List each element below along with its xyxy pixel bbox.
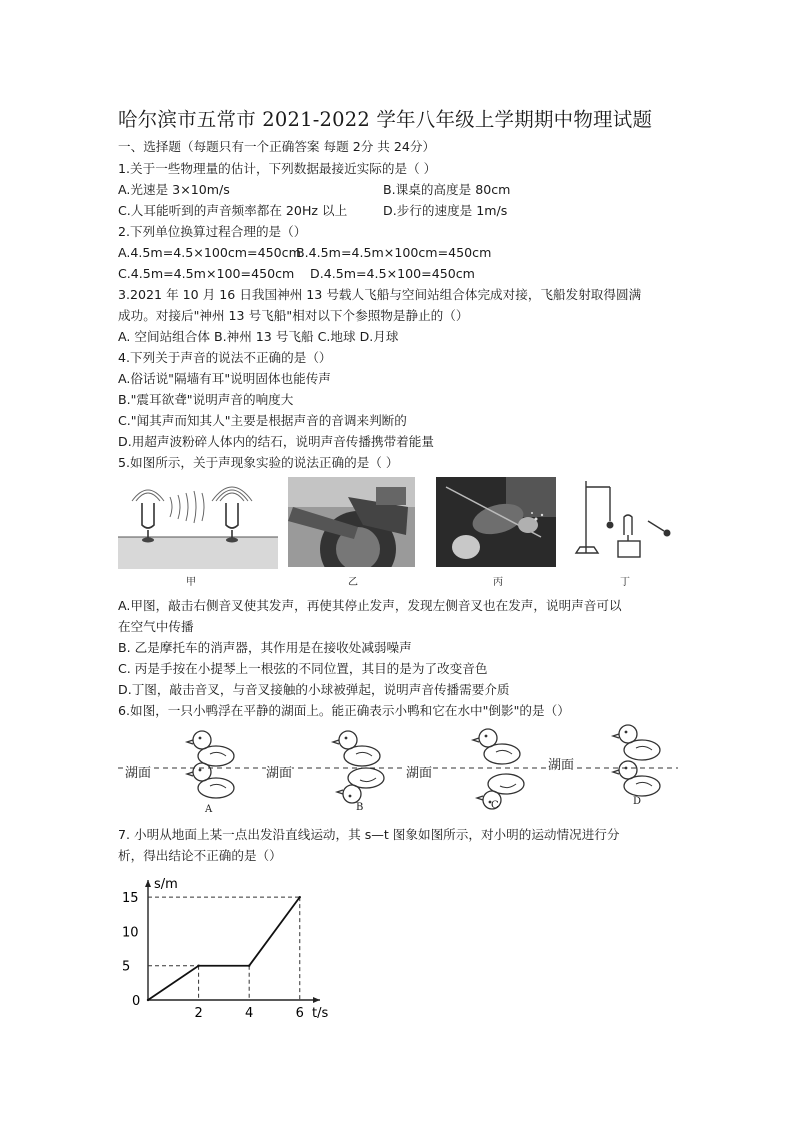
duck-option-b: B bbox=[356, 802, 364, 813]
y-tick-label-0: 5 bbox=[122, 959, 131, 975]
st-point-0 bbox=[147, 999, 149, 1001]
figure-label-yi: 乙 bbox=[348, 577, 358, 588]
x-tick-label-1: 2 bbox=[194, 1006, 203, 1021]
duck-option-d: D bbox=[633, 796, 642, 807]
duck-option-a: A bbox=[205, 804, 213, 815]
st-graph bbox=[118, 876, 328, 1022]
question-2-stem: 2.下列单位换算过程合理的是（） bbox=[118, 224, 307, 239]
lake-label-c: 湖面 bbox=[406, 762, 432, 781]
q1-option-a: A.光速是 3×10m/s bbox=[118, 182, 230, 197]
q5-option-a-line2: 在空气中传播 bbox=[118, 619, 194, 634]
question-6-stem: 6.如图，一只小鸭浮在平静的湖面上。能正确表示小鸭和它在水中"倒影"的是（） bbox=[118, 703, 570, 718]
figure-label-ding: 丁 bbox=[620, 577, 630, 588]
st-graph-svg bbox=[118, 876, 328, 1022]
q4-option-a: A.俗话说"隔墙有耳"说明固体也能传声 bbox=[118, 371, 331, 386]
figure-bing-violin-photo bbox=[436, 477, 556, 567]
figure-jia-tuning-forks bbox=[118, 477, 278, 569]
q2-option-d: D.4.5m=4.5×100=450cm bbox=[310, 266, 475, 281]
figure-label-jia: 甲 bbox=[186, 577, 196, 588]
q4-option-c: C."闻其声而知其人"主要是根据声音的音调来判断的 bbox=[118, 413, 407, 428]
y-axis-arrow bbox=[145, 880, 151, 887]
duck-d-bottom bbox=[613, 761, 660, 796]
duck-d-top bbox=[613, 725, 660, 760]
st-point-3 bbox=[299, 896, 301, 898]
question-3-stem-line2: 成功。对接后"神州 13 号飞船"相对以下个参照物是静止的（） bbox=[118, 308, 469, 323]
st-point-2 bbox=[248, 965, 250, 967]
x-tick-label-3: 6 bbox=[295, 1006, 304, 1021]
origin-label: 0 bbox=[132, 994, 141, 1009]
st-point-1 bbox=[197, 965, 199, 967]
lake-label-d: 湖面 bbox=[548, 754, 574, 773]
q5-option-c: C. 丙是手按在小提琴上一根弦的不同位置，其目的是为了改变音色 bbox=[118, 661, 488, 676]
section-heading: 一、选择题（每题只有一个正确答案 每题 2分 共 24分） bbox=[118, 139, 436, 154]
x-axis-arrow bbox=[313, 997, 320, 1003]
q1-option-c: C.人耳能听到的声音频率都在 20Hz 以上 bbox=[118, 203, 348, 218]
duck-c-bottom bbox=[477, 774, 524, 809]
q2-option-a: A.4.5m=4.5×100cm=450cm bbox=[118, 245, 301, 260]
st-series-line bbox=[148, 897, 300, 1000]
question-3-stem-line1: 3.2021 年 10 月 16 日我国神州 13 号载人飞船与空间站组合体完成对接，飞船发射取得圆满 bbox=[118, 287, 642, 302]
q5-option-d: D.丁图，敲击音叉，与音叉接触的小球被弹起，说明声音传播需要介质 bbox=[118, 682, 510, 697]
duck-b-top bbox=[333, 731, 380, 766]
figure-yi-motorcycle-photo bbox=[288, 477, 415, 567]
figure-label-bing: 丙 bbox=[493, 577, 503, 588]
q2-option-c: C.4.5m=4.5m×100=450cm bbox=[118, 266, 295, 281]
duck-option-c: C bbox=[491, 800, 499, 811]
page-title: 哈尔滨市五常市 2021-2022 学年八年级上学期期中物理试题 bbox=[118, 108, 653, 131]
q5-option-b: B. 乙是摩托车的消声器，其作用是在接收处减弱噪声 bbox=[118, 640, 412, 655]
question-7-stem-line2: 析，得出结论不正确的是（） bbox=[118, 848, 282, 863]
q4-option-d: D.用超声波粉碎人体内的结石，说明声音传播携带着能量 bbox=[118, 434, 434, 449]
question-7-stem-line1: 7. 小明从地面上某一点出发沿直线运动，其 s—t 图象如图所示，对小明的运动情况进行分 bbox=[118, 827, 620, 842]
lake-label-a: 湖面 bbox=[125, 762, 151, 781]
y-tick-label-2: 15 bbox=[122, 891, 139, 907]
q4-option-b: B."震耳欲聋"说明声音的响度大 bbox=[118, 392, 294, 407]
question-3-options: A. 空间站组合体 B.神州 13 号飞船 C.地球 D.月球 bbox=[118, 329, 399, 344]
y-tick-label-1: 10 bbox=[122, 925, 139, 941]
q2-option-b: B.4.5m=4.5m×100cm=450cm bbox=[296, 245, 492, 260]
question-5-stem: 5.如图所示，关于声现象实验的说法正确的是（ ） bbox=[118, 455, 399, 470]
question-4-stem: 4.下列关于声音的说法不正确的是（） bbox=[118, 350, 332, 365]
duck-a-top bbox=[187, 731, 234, 766]
duck-b-bottom bbox=[337, 768, 384, 803]
y-axis-label: s/m bbox=[154, 877, 178, 892]
q1-option-b: B.课桌的高度是 80cm bbox=[383, 182, 511, 197]
question-1-stem: 1.关于一些物理量的估计，下列数据最接近实际的是（ ） bbox=[118, 161, 437, 176]
q1-option-d: D.步行的速度是 1m/s bbox=[383, 203, 508, 218]
lake-label-b: 湖面 bbox=[266, 762, 292, 781]
q5-option-a-line1: A.甲图，敲击右侧音叉使其发声，再使其停止发声，发现左侧音叉也在发声，说明声音可以 bbox=[118, 598, 622, 613]
figure-ding-fork-ball bbox=[568, 477, 678, 569]
figure-ducks-reflection bbox=[118, 722, 678, 820]
duck-c-top bbox=[473, 729, 520, 764]
x-tick-label-2: 4 bbox=[245, 1006, 254, 1021]
x-axis-label: t/s bbox=[312, 1006, 328, 1021]
